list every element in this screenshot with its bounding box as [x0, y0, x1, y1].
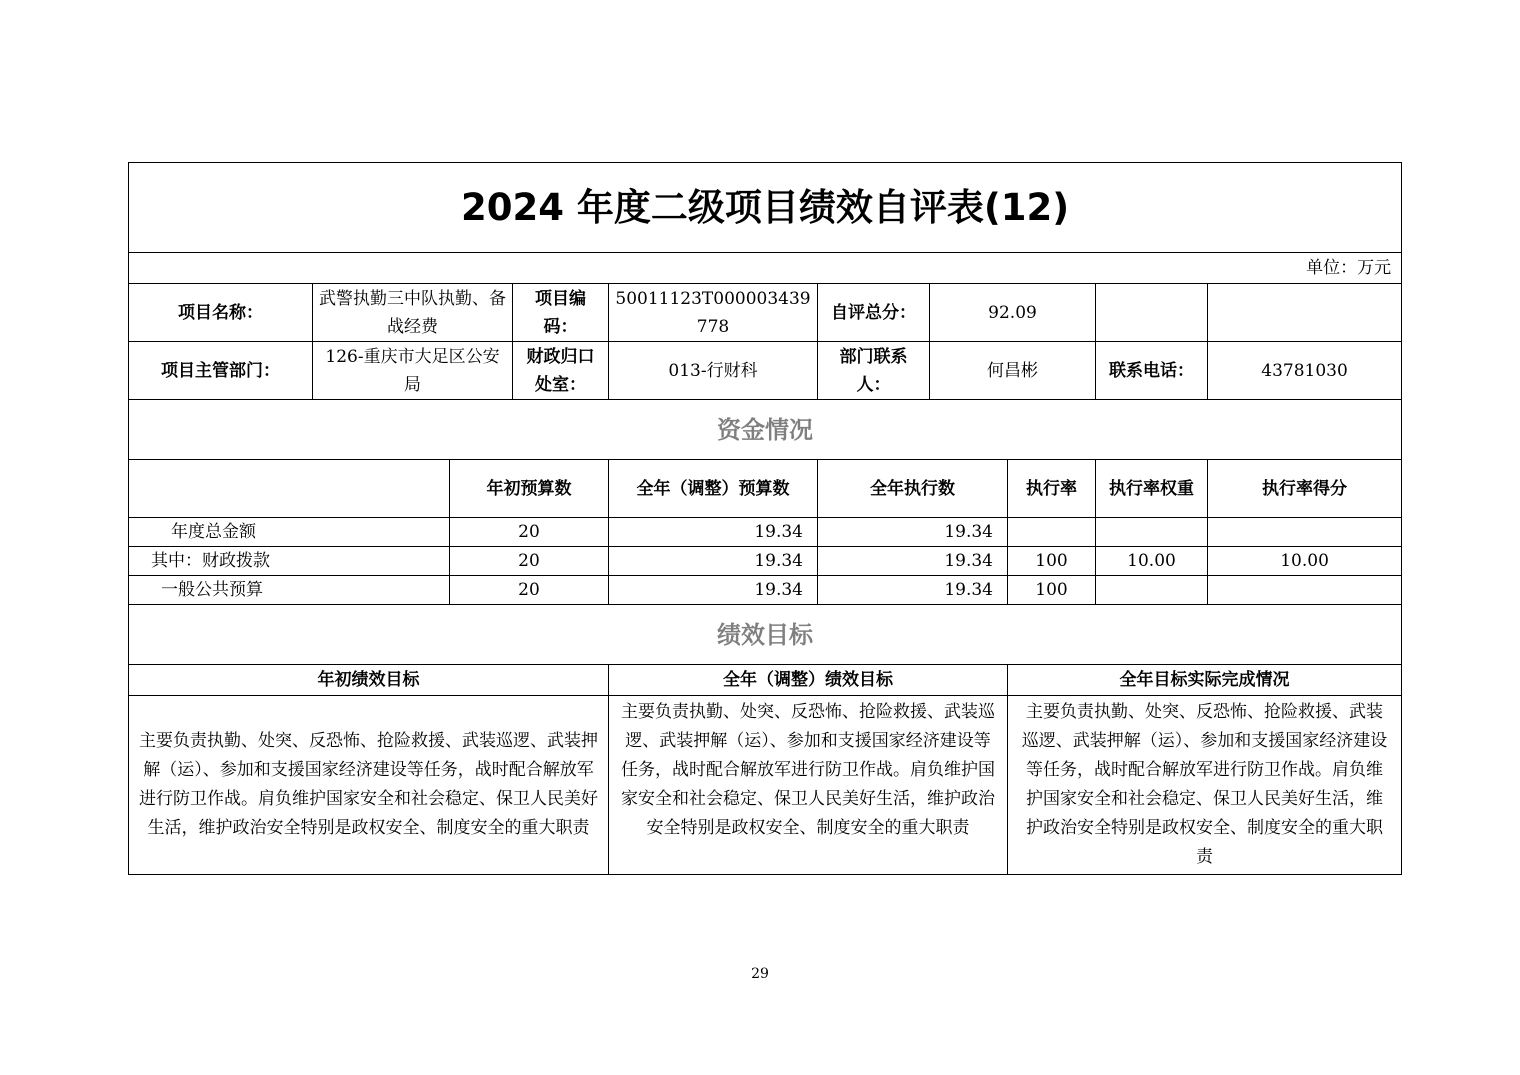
row-adjusted: 19.34 — [609, 518, 818, 547]
row-rate — [1008, 518, 1096, 547]
self-score-value: 92.09 — [930, 284, 1096, 342]
contact-value: 何昌彬 — [930, 342, 1096, 400]
project-name-label: 项目名称： — [129, 284, 313, 342]
page-number: 29 — [751, 966, 769, 982]
self-evaluation-table — [128, 162, 1402, 875]
row-weight — [1096, 518, 1208, 547]
table-row — [129, 576, 1402, 605]
goals-section-title: 绩效目标 — [129, 605, 1402, 665]
project-code-value: 50011123T000003439778 — [609, 284, 818, 342]
phone-label: 联系电话： — [1096, 342, 1208, 400]
row-executed: 19.34 — [818, 576, 1008, 605]
row-weight: 10.00 — [1096, 547, 1208, 576]
row-score — [1208, 518, 1402, 547]
self-score-label: 自评总分： — [818, 284, 930, 342]
unit-label: 单位：万元 — [129, 253, 1402, 284]
project-name-value: 武警执勤三中队执勤、备战经费 — [313, 284, 513, 342]
page-title: 2024 年度二级项目绩效自评表(12) — [129, 163, 1402, 253]
finance-office-value: 013-行财科 — [609, 342, 818, 400]
goals-header-adjusted: 全年（调整）绩效目标 — [609, 665, 1008, 696]
project-code-label: 项目编码： — [513, 284, 609, 342]
funds-section-title: 资金情况 — [129, 400, 1402, 460]
empty-cell — [1208, 284, 1402, 342]
table-row — [129, 547, 1402, 576]
dept-label: 项目主管部门： — [129, 342, 313, 400]
row-rate: 100 — [1008, 576, 1096, 605]
row-adjusted: 19.34 — [609, 547, 818, 576]
funds-header-score: 执行率得分 — [1208, 460, 1402, 518]
goal-adjusted-text: 主要负责执勤、处突、反恐怖、抢险救援、武装巡逻、武装押解（运）、参加和支援国家经济建设等任务，战时配合解放军进行防卫作战。肩负维护国家安全和社会稳定、保卫人民美好生活，维护政治安全特别是政权安全、制度安全的重大职责 — [609, 696, 1008, 875]
contact-label: 部门联系人： — [818, 342, 930, 400]
row-weight — [1096, 576, 1208, 605]
row-initial: 20 — [450, 547, 609, 576]
goals-header-initial: 年初绩效目标 — [129, 665, 609, 696]
funds-header-executed: 全年执行数 — [818, 460, 1008, 518]
finance-office-label: 财政归口处室： — [513, 342, 609, 400]
row-score — [1208, 576, 1402, 605]
funds-header-blank — [129, 460, 450, 518]
goal-initial-text: 主要负责执勤、处突、反恐怖、抢险救援、武装巡逻、武装押解（运）、参加和支援国家经济建设等任务，战时配合解放军进行防卫作战。肩负维护国家安全和社会稳定、保卫人民美好生活，维护政治安全特别是政权安全、制度安全的重大职责 — [129, 696, 609, 875]
row-initial: 20 — [450, 576, 609, 605]
row-name: 一般公共预算 — [129, 576, 450, 605]
goals-header-actual: 全年目标实际完成情况 — [1008, 665, 1402, 696]
goal-actual-text: 主要负责执勤、处突、反恐怖、抢险救援、武装巡逻、武装押解（运）、参加和支援国家经济建设等任务，战时配合解放军进行防卫作战。肩负维护国家安全和社会稳定、保卫人民美好生活，维护政治安全特别是政权安全、制度安全的重大职责 — [1008, 696, 1402, 875]
funds-header-weight: 执行率权重 — [1096, 460, 1208, 518]
row-rate: 100 — [1008, 547, 1096, 576]
empty-cell — [1096, 284, 1208, 342]
row-executed: 19.34 — [818, 547, 1008, 576]
funds-header-adjusted: 全年（调整）预算数 — [609, 460, 818, 518]
funds-header-initial: 年初预算数 — [450, 460, 609, 518]
row-adjusted: 19.34 — [609, 576, 818, 605]
row-initial: 20 — [450, 518, 609, 547]
table-row — [129, 518, 1402, 547]
phone-value: 43781030 — [1208, 342, 1402, 400]
funds-header-rate: 执行率 — [1008, 460, 1096, 518]
row-name: 其中：财政拨款 — [129, 547, 450, 576]
dept-value: 126-重庆市大足区公安局 — [313, 342, 513, 400]
row-name: 年度总金额 — [129, 518, 450, 547]
row-score: 10.00 — [1208, 547, 1402, 576]
row-executed: 19.34 — [818, 518, 1008, 547]
